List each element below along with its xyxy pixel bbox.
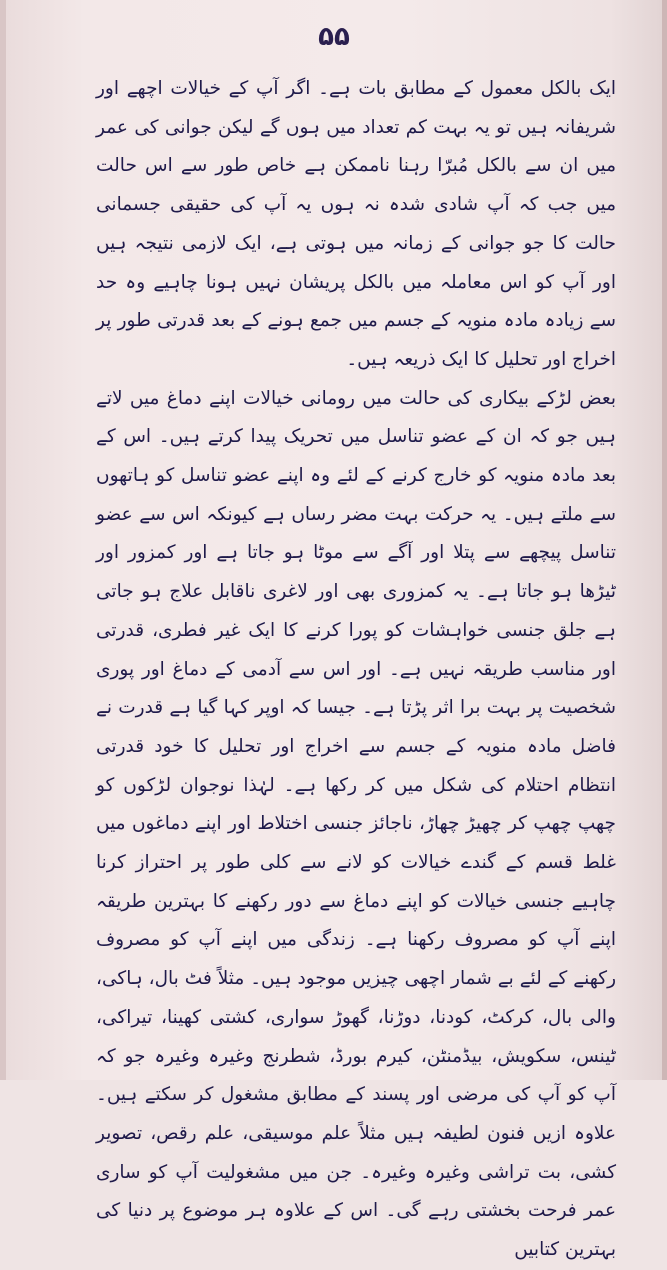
paragraph: بعض لڑکے بیکاری کی حالت میں رومانی خیالات اپنے دماغ میں لاتے ہیں جو کہ ان کے عضو تناسل میں تحریک پیدا کرتے ہیں۔ اس کے بعد مادہ منویہ کو خارج کرنے کے لئے وہ اپنے عضو تناسل کو ہاتھوں سے ملتے ہیں۔ یہ حرکت بہت مضر رساں ہے کیونکہ اس سے عضو تناسل پیچھے سے پتلا اور آگے سے موٹا ہو جاتا ہے اور کمزور اور ٹیڑھا ہو جاتا ہے۔ یہ کمزوری بھی اور لاغری ناقابل علاج ہو جاتی ہے جلق جنسی خواہشات کو پورا کرنے کا ایک غیر فطری، قدرتی اور مناسب طریقہ نہیں ہے۔ اور اس سے آدمی کے دماغ اور پوری شخصیت پر بہت برا اثر پڑتا ہے۔ جیسا کہ اوپر کہا گیا ہے قدرت نے فاضل مادہ منویہ کے جسم سے اخراج اور تحلیل کا خود قدرتی انتظام احتلام کی شکل میں کر رکھا ہے۔ لہٰذا نوجوان لڑکوں کو چھپ چھپ کر چھیڑ چھاڑ، ناجائز جنسی اختلاط اور اپنے دماغوں میں غلط قسم کے گندے خیالات کو لانے سے کلی طور پر احتراز کرنا چاہیے جنسی خیالات کو اپنے دماغ سے دور رکھنے کا بہترین طریقہ اپنے آپ کو مصروف رکھنا ہے۔ زندگی میں اپنے آپ کو مصروف رکھنے کے لئے بے شمار اچھی چیزیں موجود ہیں۔ مثلاً فٹ بال، ہاکی، والی بال، کرکٹ، کودنا، دوڑنا، گھوڑ سواری، کشتی کھینا، تیراکی، ٹینس، سکویش، بیڈمنٹن، کیرم بورڈ، شطرنج وغیرہ وغیرہ جو کہ آپ کو آپ کی مرضی اور پسند کے مطابق مشغول کر سکتے ہیں۔ علاوہ ازیں فنون لطیفہ ہیں مثلاً علم موسیقی، علم رقص، تصویر کشی، بت تراشی وغیرہ وغیرہ۔ جن میں مشغولیت آپ کو ساری عمر فرحت بخشتی رہے گی۔ اس کے علاوہ ہر موضوع پر دنیا کی بہترین کتابیں bbox=[96, 387, 616, 1261]
page-number: ۵۵ bbox=[318, 22, 350, 52]
page-body-text bbox=[96, 70, 616, 1270]
paragraph: ایک بالکل معمول کے مطابق بات ہے۔ اگر آپ کے خیالات اچھے اور شریفانہ ہیں تو یہ بہت کم تعداد میں ہوں گے لیکن جوانی کی عمر میں ان سے بالکل مُبرّا رہنا ناممکن ہے خاص طور سے اس حالت میں جب کہ آپ شادی شدہ نہ ہوں یہ آپ کی حقیقی جسمانی حالت کا جو جوانی کے زمانہ میں ہوتی ہے، ایک لازمی نتیجہ ہیں اور آپ کو اس معاملہ میں بالکل پریشان نہیں ہونا چاہیے وہ حد سے زیادہ مادہ منویہ کے جسم میں جمع ہونے کے بعد قدرتی طور پر اخراج اور تحلیل کا ایک ذریعہ ہیں۔ bbox=[96, 78, 616, 370]
